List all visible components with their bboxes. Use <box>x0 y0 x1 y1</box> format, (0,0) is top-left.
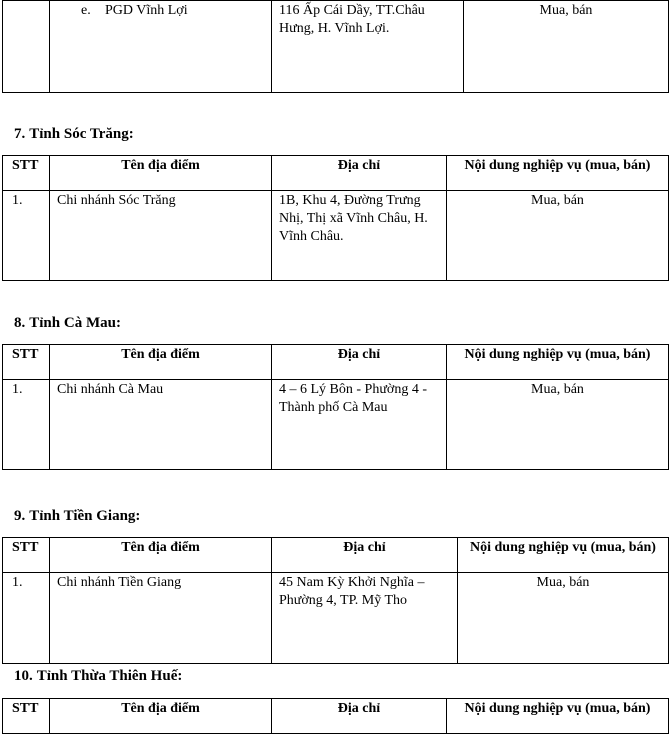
stt-cell: 1. <box>3 191 50 281</box>
header-stt: STT <box>3 156 50 191</box>
table-header-row <box>3 538 669 573</box>
header-service: Nội dung nghiệp vụ (mua, bán) <box>458 538 669 573</box>
table-soc-trang <box>2 155 669 281</box>
section-title: Tỉnh Cà Mau: <box>29 315 121 331</box>
header-stt: STT <box>3 699 50 734</box>
section-heading-ca-mau <box>14 314 121 332</box>
service-cell: Mua, bán <box>464 1 669 93</box>
section-title: Tỉnh Tiền Giang: <box>29 508 141 524</box>
header-address: Địa chỉ <box>272 699 447 734</box>
header-location-name: Tên địa điểm <box>50 345 272 380</box>
section-title: Tỉnh Sóc Trăng: <box>29 126 134 142</box>
section-heading-thua-thien-hue <box>14 667 182 685</box>
header-service: Nội dung nghiệp vụ (mua, bán) <box>447 699 669 734</box>
location-name-cell <box>50 1 272 93</box>
section-title: Tỉnh Thừa Thiên Huế: <box>36 668 183 684</box>
stt-cell: 1. <box>3 573 50 664</box>
table-thua-thien-hue <box>2 698 669 734</box>
address-cell: 4 – 6 Lý Bôn - Phường 4 - Thành phố Cà Mau <box>272 380 447 470</box>
table-row <box>3 191 669 281</box>
header-location-name: Tên địa điểm <box>50 538 272 573</box>
service-cell: Mua, bán <box>458 573 669 664</box>
header-stt: STT <box>3 345 50 380</box>
location-name-cell: Chi nhánh Tiền Giang <box>50 573 272 664</box>
section-number: 8. <box>14 315 26 331</box>
section-number: 9. <box>14 508 26 524</box>
location-name: PGD Vĩnh Lợi <box>105 3 188 18</box>
header-location-name: Tên địa điểm <box>50 699 272 734</box>
table-row <box>3 573 669 664</box>
location-name-cell: Chi nhánh Sóc Trăng <box>50 191 272 281</box>
section-number: 10. <box>14 668 33 684</box>
header-stt: STT <box>3 538 50 573</box>
address-cell: 116 Ấp Cái Dầy, TT.Châu Hưng, H. Vĩnh Lợi. <box>272 1 464 93</box>
header-service: Nội dung nghiệp vụ (mua, bán) <box>447 345 669 380</box>
table-tien-giang <box>2 537 669 664</box>
header-service: Nội dung nghiệp vụ (mua, bán) <box>447 156 669 191</box>
section-heading-tien-giang <box>14 507 140 525</box>
service-cell: Mua, bán <box>447 191 669 281</box>
table-row <box>3 380 669 470</box>
table-ca-mau <box>2 344 669 470</box>
header-address: Địa chỉ <box>272 345 447 380</box>
table-header-row <box>3 156 669 191</box>
section-heading-soc-trang <box>14 125 134 143</box>
header-location-name: Tên địa điểm <box>50 156 272 191</box>
service-cell: Mua, bán <box>447 380 669 470</box>
section-number: 7. <box>14 126 26 142</box>
header-address: Địa chỉ <box>272 538 458 573</box>
stt-cell: 1. <box>3 380 50 470</box>
table-header-row <box>3 699 669 734</box>
sub-item-letter: e. <box>81 3 91 18</box>
location-name-cell: Chi nhánh Cà Mau <box>50 380 272 470</box>
stt-cell <box>3 1 50 93</box>
table-row <box>3 1 669 93</box>
address-cell: 1B, Khu 4, Đường Trưng Nhị, Thị xã Vĩnh Châu, H. Vĩnh Châu. <box>272 191 447 281</box>
address-cell: 45 Nam Kỳ Khởi Nghĩa – Phường 4, TP. Mỹ Tho <box>272 573 458 664</box>
header-address: Địa chỉ <box>272 156 447 191</box>
table-bac-lieu-continued <box>2 0 669 93</box>
table-header-row <box>3 345 669 380</box>
